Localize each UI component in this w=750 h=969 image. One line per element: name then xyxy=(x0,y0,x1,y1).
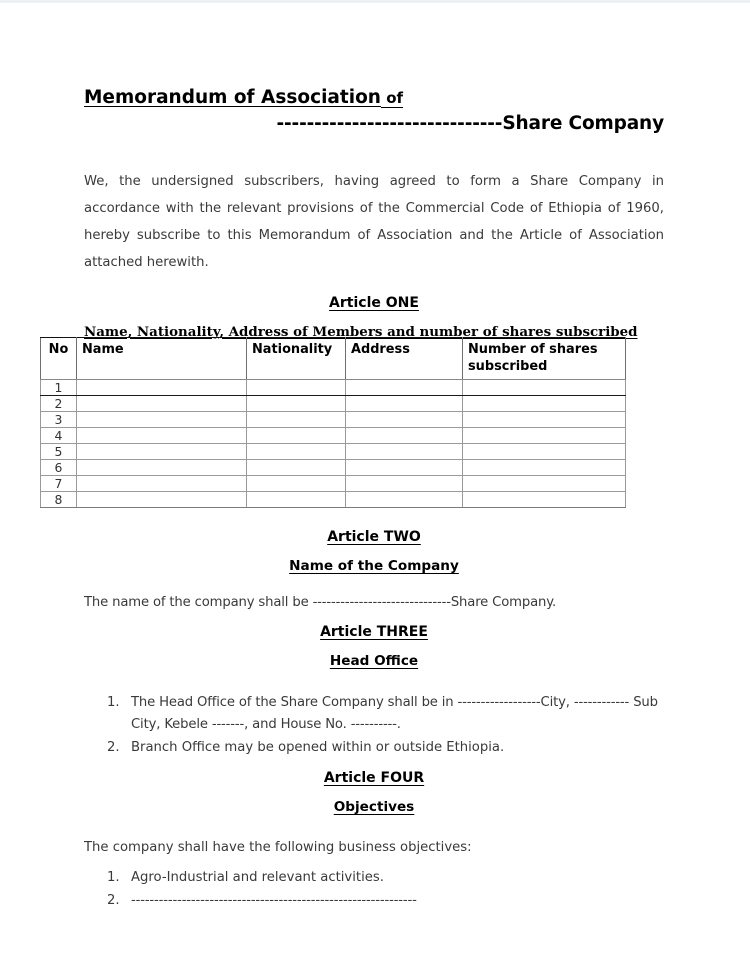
list-marker: 2. xyxy=(107,892,120,908)
spacer xyxy=(84,614,664,622)
spacer xyxy=(84,277,664,293)
spacer xyxy=(84,760,664,768)
intro-paragraph: We, the undersigned subscribers, having agreed to form a Share Company in accordance with the relevant provisions of the Commercial Code of Ethiopia of 1960, hereby subscribe to this Memorandum of Association and the Article of Association attached herewith. xyxy=(84,174,664,270)
spacer xyxy=(84,859,664,867)
cell-nationality[interactable] xyxy=(247,396,346,412)
spacer xyxy=(84,672,664,692)
page-top-edge xyxy=(0,0,750,3)
cell-nationality[interactable] xyxy=(247,444,346,460)
article-two-subheading: Name of the Company xyxy=(289,558,459,574)
cell-shares[interactable] xyxy=(463,380,626,396)
cell-shares[interactable] xyxy=(463,476,626,492)
cell-nationality[interactable] xyxy=(247,380,346,396)
cell-no: 6 xyxy=(41,460,77,476)
cell-name[interactable] xyxy=(77,412,247,428)
cell-shares[interactable] xyxy=(463,396,626,412)
members-table xyxy=(40,337,626,508)
cell-name[interactable] xyxy=(77,396,247,412)
list-marker: 1. xyxy=(107,694,120,710)
article-four-subheading: Objectives xyxy=(333,798,415,815)
cell-nationality[interactable] xyxy=(247,476,346,492)
article-three-subheading: Head Office xyxy=(329,653,419,670)
cell-name[interactable] xyxy=(77,476,247,492)
article-four-heading: Article FOUR xyxy=(323,769,425,786)
cell-nationality[interactable] xyxy=(247,412,346,428)
spacer xyxy=(84,314,664,322)
title-main-text: Memorandum of Association xyxy=(84,87,381,108)
cell-address[interactable] xyxy=(346,492,463,508)
list-item xyxy=(84,890,664,913)
cell-shares[interactable] xyxy=(463,412,626,428)
table-row[interactable] xyxy=(41,380,626,396)
cell-nationality[interactable] xyxy=(247,460,346,476)
spacer xyxy=(84,576,664,592)
list-marker: 2. xyxy=(107,739,120,755)
cell-no: 5 xyxy=(41,444,77,460)
article-two-body: The name of the company shall be ------------------------------Share Company. xyxy=(84,595,557,611)
cell-no: 8 xyxy=(41,492,77,508)
article-one-heading: Article ONE xyxy=(329,294,419,311)
cell-no: 7 xyxy=(41,476,77,492)
article-three-heading: Article THREE xyxy=(320,624,428,641)
page-title xyxy=(84,86,664,135)
list-item xyxy=(84,737,664,760)
column-header-address: Address xyxy=(346,338,463,380)
list-marker: 1. xyxy=(107,869,120,885)
article-three-list xyxy=(84,692,664,760)
article-two-heading: Article TWO xyxy=(327,529,421,545)
cell-nationality[interactable] xyxy=(247,492,346,508)
table-row[interactable] xyxy=(41,460,626,476)
table-row[interactable] xyxy=(41,396,626,412)
article-four-list xyxy=(84,867,664,912)
cell-name[interactable] xyxy=(77,428,247,444)
cell-address[interactable] xyxy=(346,444,463,460)
cell-shares[interactable] xyxy=(463,492,626,508)
title-line-1 xyxy=(84,86,664,110)
cell-address[interactable] xyxy=(346,476,463,492)
column-header-shares: Number of shares subscribed xyxy=(463,338,626,380)
cell-shares[interactable] xyxy=(463,444,626,460)
cell-shares[interactable] xyxy=(463,460,626,476)
members-table-body xyxy=(41,380,626,508)
document-body xyxy=(84,86,664,342)
cell-no: 1 xyxy=(41,380,77,396)
table-row[interactable] xyxy=(41,492,626,508)
list-item-text: The Head Office of the Share Company shall be in ------------------City, ------------ Sub City, Kebele -------, and House No. ----------. xyxy=(131,694,658,733)
cell-name[interactable] xyxy=(77,444,247,460)
article-one-subheading: Name, Nationality, Address of Members and number of shares subscribed xyxy=(84,323,638,340)
column-header-name: Name xyxy=(77,338,247,380)
title-line-2: ------------------------------Share Company xyxy=(276,112,664,134)
table-row[interactable] xyxy=(41,444,626,460)
cell-nationality[interactable] xyxy=(247,428,346,444)
article-four-lead: The company shall have the following business objectives: xyxy=(84,840,472,856)
table-header-row xyxy=(41,338,626,380)
spacer xyxy=(84,643,664,651)
document-body-lower xyxy=(84,527,664,912)
list-item xyxy=(84,867,664,890)
cell-shares[interactable] xyxy=(463,428,626,444)
cell-name[interactable] xyxy=(77,460,247,476)
list-item-text: -------------------------------------------------------------- xyxy=(131,892,417,908)
title-of-text: of xyxy=(380,89,404,107)
table-row[interactable] xyxy=(41,476,626,492)
spacer xyxy=(84,548,664,556)
cell-address[interactable] xyxy=(346,396,463,412)
cell-address[interactable] xyxy=(346,380,463,396)
cell-name[interactable] xyxy=(77,380,247,396)
cell-no: 3 xyxy=(41,412,77,428)
cell-no: 2 xyxy=(41,396,77,412)
list-item xyxy=(84,692,664,737)
cell-name[interactable] xyxy=(77,492,247,508)
cell-address[interactable] xyxy=(346,460,463,476)
spacer xyxy=(84,817,664,837)
cell-no: 4 xyxy=(41,428,77,444)
list-item-text: Branch Office may be opened within or outside Ethiopia. xyxy=(131,739,505,755)
table-row[interactable] xyxy=(41,412,626,428)
members-table-header xyxy=(41,338,626,380)
list-item-text: Agro-Industrial and relevant activities. xyxy=(131,869,384,885)
spacer xyxy=(84,789,664,797)
table-row[interactable] xyxy=(41,428,626,444)
column-header-nationality: Nationality xyxy=(247,338,346,380)
column-header-no: No xyxy=(41,338,77,380)
cell-address[interactable] xyxy=(346,412,463,428)
members-table-container xyxy=(40,337,625,508)
cell-address[interactable] xyxy=(346,428,463,444)
